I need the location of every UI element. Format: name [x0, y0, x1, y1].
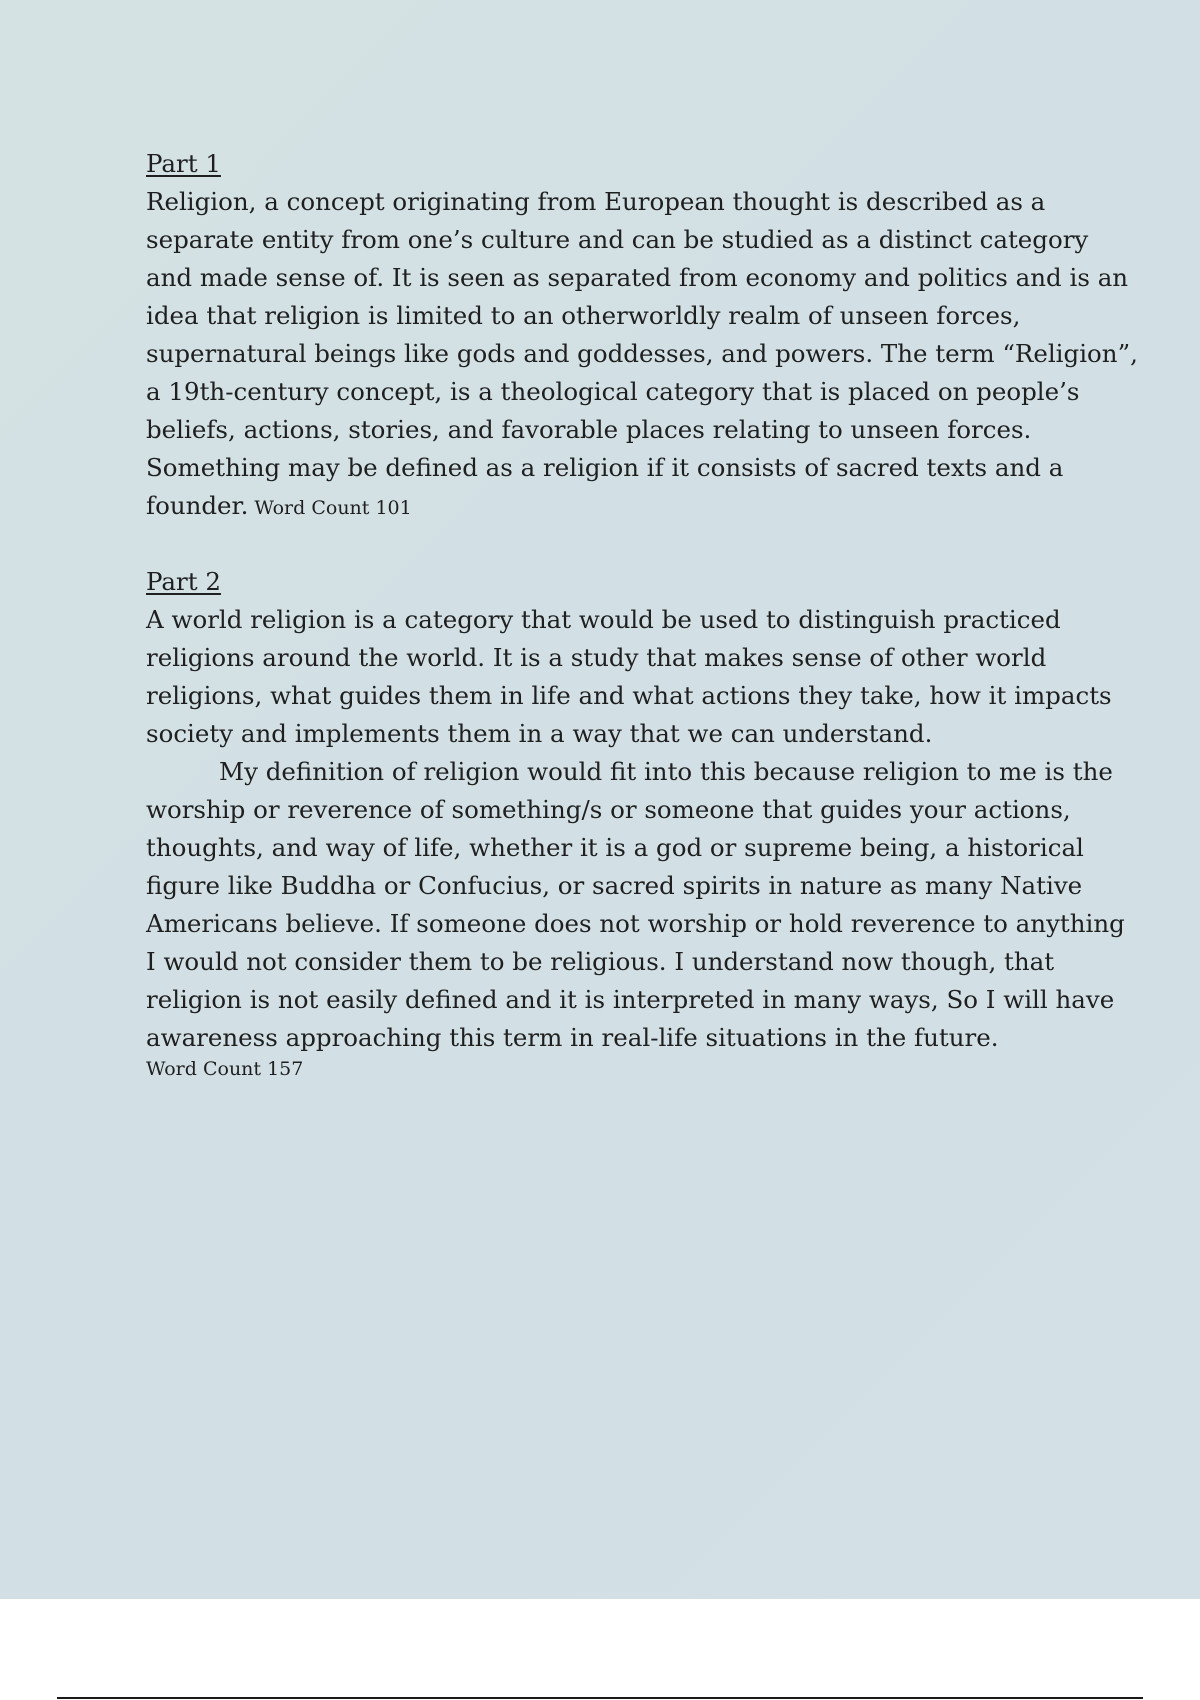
footer-rule	[57, 1697, 1143, 1699]
part-2-line: Americans believe. If someone does not worship or hold reverence to anything	[146, 909, 1125, 938]
part-2-line: religion is not easily defined and it is interpreted in many ways, So I will have	[146, 985, 1115, 1014]
part-2-line: thoughts, and way of life, whether it is a god or supreme being, a historical	[146, 833, 1084, 862]
part-2-word-count: Word Count 157	[146, 1058, 304, 1080]
part-1-line: separate entity from one’s culture and can be studied as a distinct category	[146, 225, 1089, 254]
section-spacer	[146, 527, 1096, 563]
part-2-line: religions, what guides them in life and what actions they take, how it impacts	[146, 681, 1112, 710]
document-body	[146, 145, 1138, 1083]
part-1-line: Something may be defined as a religion if it consists of sacred texts and a	[146, 453, 1064, 482]
part-1-word-count: Word Count 101	[254, 497, 412, 519]
part-2-line: I would not consider them to be religious. I understand now though, that	[146, 947, 1055, 976]
part-2-heading: Part 2	[146, 567, 221, 596]
part-1-line: founder.	[146, 491, 249, 520]
part-1-heading: Part 1	[146, 149, 221, 178]
part-2-line: figure like Buddha or Confucius, or sacred spirits in nature as many Native	[146, 871, 1083, 900]
part-1-line: a 19th-century concept, is a theological category that is placed on people’s	[146, 377, 1080, 406]
part-1-line: idea that religion is limited to an otherworldly realm of unseen forces,	[146, 301, 1021, 330]
part-1-paragraph	[146, 183, 1138, 527]
part-2-line: worship or reverence of something/s or someone that guides your actions,	[146, 795, 1071, 824]
part-2-line: society and implements them in a way that we can understand.	[146, 719, 933, 748]
part-2-line: A world religion is a category that would be used to distinguish practiced	[146, 605, 1061, 634]
part-1-line: Religion, a concept originating from European thought is described as a	[146, 187, 1046, 216]
part-2-line: awareness approaching this term in real-life situations in the future.	[146, 1023, 999, 1052]
part-2-paragraph-1	[146, 601, 1112, 753]
part-2-line: religions around the world. It is a study that makes sense of other world	[146, 643, 1047, 672]
part-1-line: beliefs, actions, stories, and favorable places relating to unseen forces.	[146, 415, 1032, 444]
part-2-paragraph-2	[146, 753, 1125, 1057]
part-1-last-line	[146, 487, 1096, 527]
part-1-line: and made sense of. It is seen as separated from economy and politics and is an	[146, 263, 1129, 292]
part-1-line: supernatural beings like gods and goddesses, and powers. The term “Religion”,	[146, 339, 1138, 368]
part-2-line: My definition of religion would fit into this because religion to me is the	[219, 757, 1113, 786]
